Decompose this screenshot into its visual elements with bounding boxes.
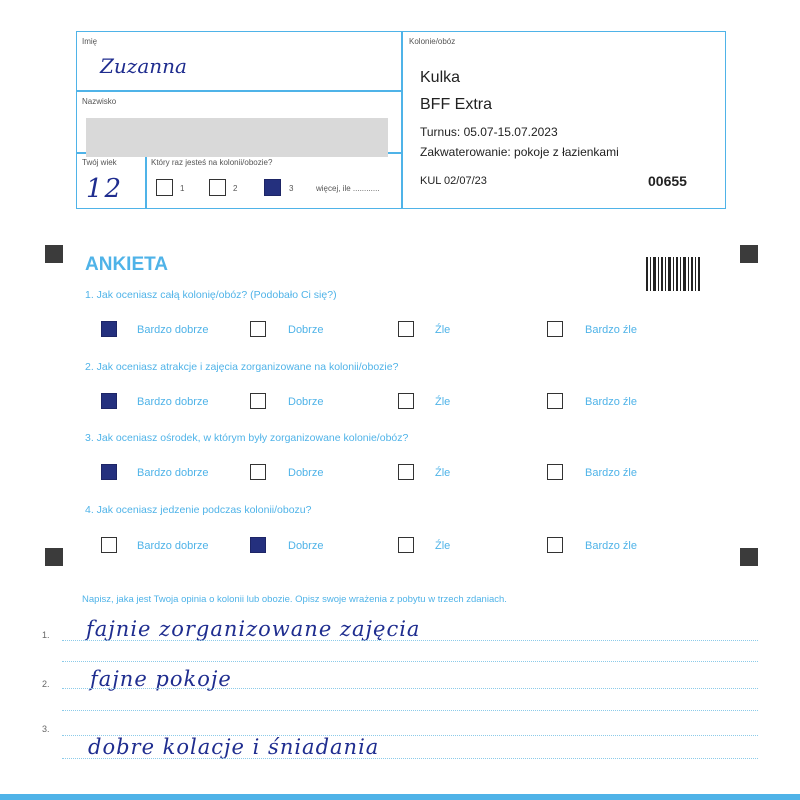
camp-turnus: Turnus: 05.07-15.07.2023 [420,125,558,139]
times-checkbox-1[interactable] [156,179,173,196]
q1-option-zle-label: Źle [435,324,451,336]
camp-name: Kulka [420,69,461,86]
opinion-line-1-dots-b [62,661,758,662]
q2-option-bardzo-zle-label: Bardzo źle [585,396,637,408]
q3-option-bardzo-zle[interactable] [547,464,563,480]
question-1-text: 1. Jak oceniasz całą kolonię/obóz? (Podobało Ci się?) [85,289,337,301]
camp-label: Kolonie/obóz [409,37,456,46]
opinion-line-3-text[interactable]: dobre kolacje i śniadania [88,735,380,759]
surname-redaction [86,118,388,157]
q4-option-zle-label: Źle [435,540,451,552]
q2-option-dobrze-label: Dobrze [288,396,324,408]
registration-marker-top-right [740,245,758,263]
times-option-2: 2 [233,184,238,193]
q4-option-zle[interactable] [398,537,414,553]
q3-option-dobrze[interactable] [250,464,266,480]
q1-option-bardzo-zle[interactable] [547,321,563,337]
header-divider-age [145,152,147,209]
registration-marker-bottom-right [740,548,758,566]
q2-option-zle-label: Źle [435,396,451,408]
camp-accommodation: Zakwaterowanie: pokoje z łazienkami [420,145,619,159]
opinion-line-2-dots-a [62,688,758,689]
q1-option-dobrze-label: Dobrze [288,324,324,336]
opinion-line-3-dots-a [62,735,758,736]
opinion-line-2-dots-b [62,710,758,711]
opinion-line-1-dots-a [62,640,758,641]
age-label: Twój wiek [82,158,117,167]
name-label: Imię [82,37,98,46]
times-option-3: 3 [289,184,294,193]
registration-marker-top-left [45,245,63,263]
times-checkbox-3[interactable] [264,179,281,196]
q4-option-dobrze-label: Dobrze [288,540,324,552]
barcode-icon [646,257,700,291]
times-option-1: 1 [180,184,185,193]
q3-option-bardzo-dobrze-label: Bardzo dobrze [137,467,209,479]
q2-option-zle[interactable] [398,393,414,409]
question-4-text: 4. Jak oceniasz jedzenie podczas kolonii/obozu? [85,504,312,516]
q4-option-bardzo-dobrze[interactable] [101,537,117,553]
opinion-prompt: Napisz, jaka jest Twoja opinia o kolonii lub obozie. Opisz swoje wrażenia z pobytu w trzech zdaniach. [82,594,507,605]
camp-code: KUL 02/07/23 [420,175,487,187]
q1-option-dobrze[interactable] [250,321,266,337]
q1-option-bardzo-zle-label: Bardzo źle [585,324,637,336]
survey-title: ANKIETA [85,254,169,275]
q2-option-dobrze[interactable] [250,393,266,409]
q3-option-bardzo-dobrze[interactable] [101,464,117,480]
opinion-line-2-text[interactable]: fajne pokoje [90,667,232,691]
q1-option-bardzo-dobrze[interactable] [101,321,117,337]
name-value[interactable]: Zuzanna [100,54,187,78]
q2-option-bardzo-dobrze[interactable] [101,393,117,409]
surname-label: Nazwisko [82,97,117,106]
q3-option-zle[interactable] [398,464,414,480]
times-option-more: więcej, ile ............ [316,184,380,193]
question-2-text: 2. Jak oceniasz atrakcje i zajęcia zorganizowane na kolonii/obozie? [85,361,399,373]
q1-option-bardzo-dobrze-label: Bardzo dobrze [137,324,209,336]
q2-option-bardzo-dobrze-label: Bardzo dobrze [137,396,209,408]
times-label: Który raz jesteś na kolonii/obozie? [151,158,273,167]
age-value[interactable]: 12 [86,174,124,204]
q4-option-dobrze[interactable] [250,537,266,553]
camp-number: 00655 [648,173,687,189]
q4-option-bardzo-dobrze-label: Bardzo dobrze [137,540,209,552]
header-divider-name [76,90,402,92]
opinion-line-3-dots-b [62,758,758,759]
times-checkbox-2[interactable] [209,179,226,196]
opinion-line-1-number: 1. [42,630,50,640]
opinion-line-2-number: 2. [42,679,50,689]
q4-option-bardzo-zle[interactable] [547,537,563,553]
q3-option-dobrze-label: Dobrze [288,467,324,479]
q4-option-bardzo-zle-label: Bardzo źle [585,540,637,552]
q3-option-zle-label: Źle [435,467,451,479]
q2-option-bardzo-zle[interactable] [547,393,563,409]
q1-option-zle[interactable] [398,321,414,337]
opinion-line-3-number: 3. [42,724,50,734]
header-divider-vertical [401,31,403,209]
camp-variant: BFF Extra [420,96,493,113]
question-3-text: 3. Jak oceniasz ośrodek, w którym były zorganizowane kolonie/obóz? [85,432,409,444]
registration-marker-bottom-left [45,548,63,566]
q3-option-bardzo-zle-label: Bardzo źle [585,467,637,479]
bottom-accent-strip [0,794,800,800]
opinion-line-1-text[interactable]: fajnie zorganizowane zajęcia [86,617,421,641]
